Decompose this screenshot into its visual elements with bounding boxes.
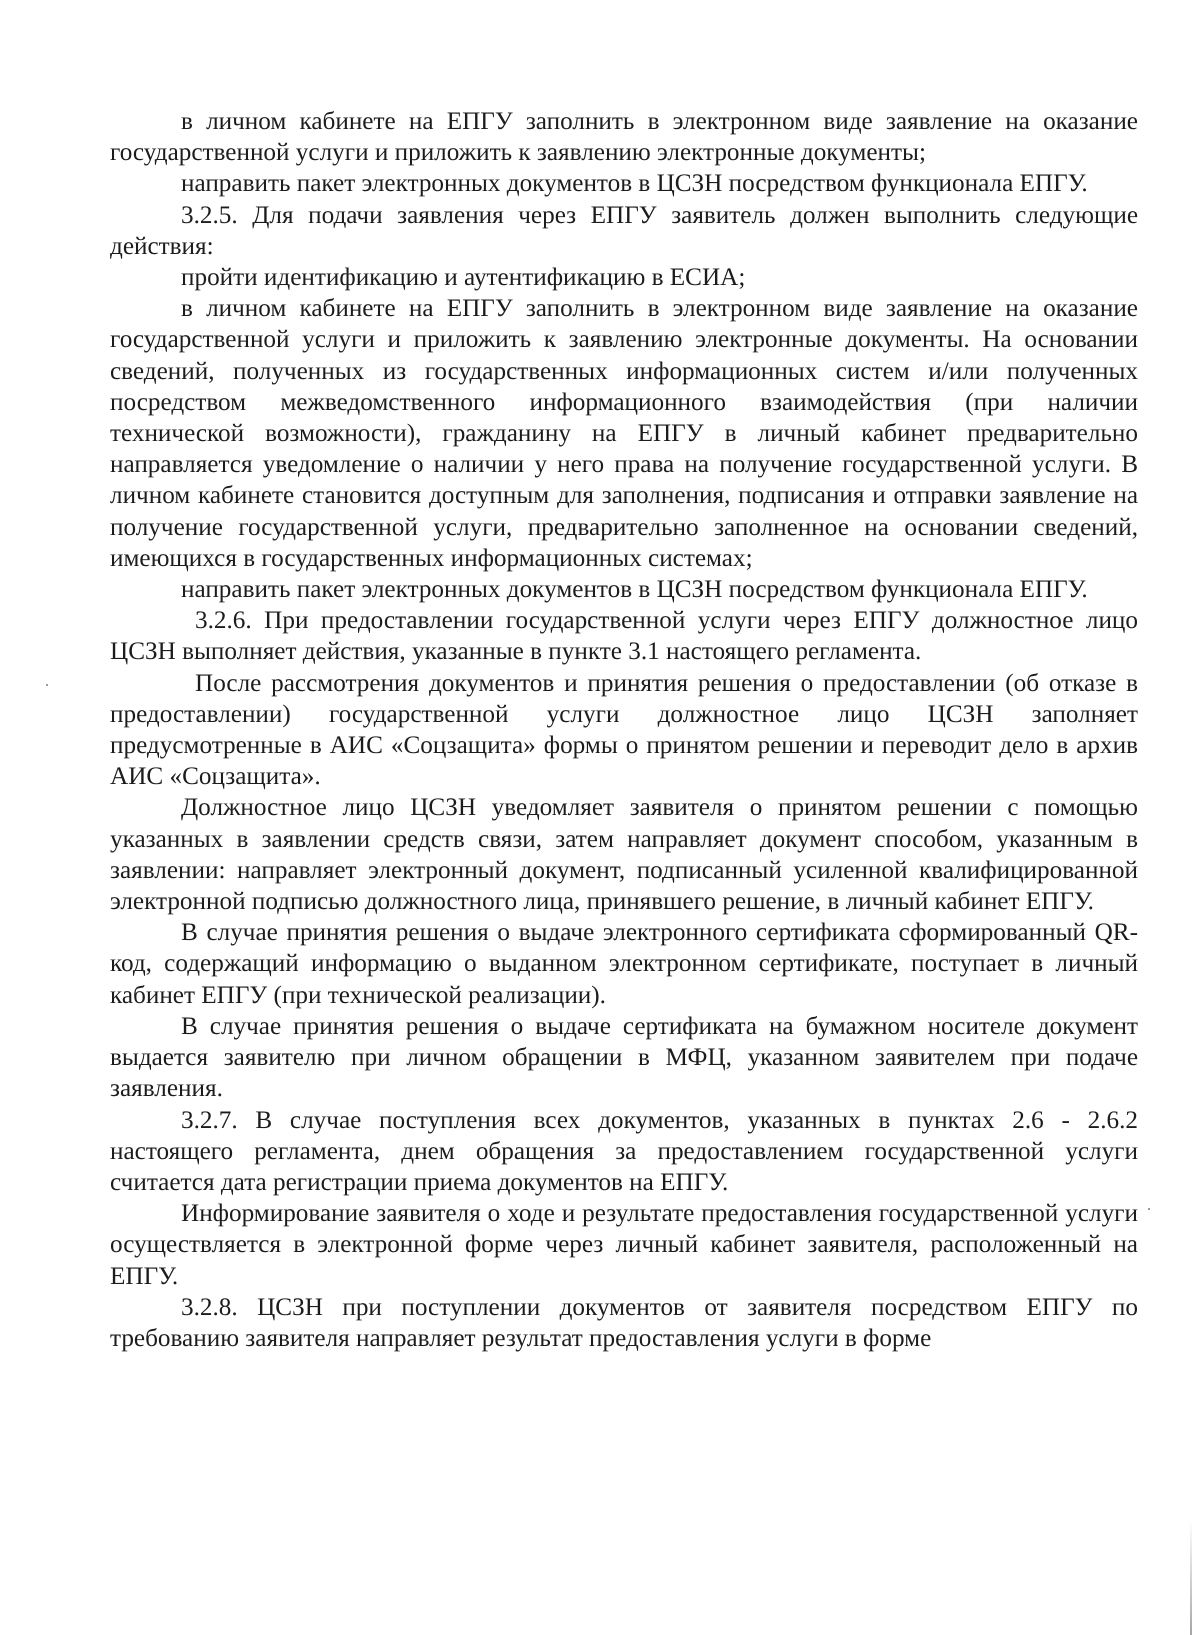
paragraph-8: После рассмотрения документов и принятия решения о предоставлении (об отказе в предоставлении) государственной услуги должностное лицо ЦСЗН заполняет предусмотренные в АИС «Соцзащита» формы о принятом решении и переводит дело в архив АИС «Соцзащита». <box>110 669 1138 791</box>
paragraph-4: пройти идентификацию и аутентификацию в ЕСИА; <box>181 264 746 292</box>
paragraph-5: в личном кабинете на ЕПГУ заполнить в электронном виде заявление на оказание государственной услуги и приложить к заявлению электронные документы. На основании сведений, полученных из государственных информационных систем и/или полученных посредством межведомственного информационного взаимодействия (при наличии технической возможности), гражданину на ЕПГУ в личный кабинет предварительно направляется уведомление о наличии у него права на получение государственной услуги. В личном кабинете становится доступным для заполнения, подписания и отправки заявление на получение государственной услуги, предварительно заполненное на основании сведений, имеющихся в государственных информационных системах; <box>110 295 1138 572</box>
paragraph-13: Информирование заявителя о ходе и результате предоставления государственной услуги осуществляется в электронной форме через личный кабинет заявителя, расположенный на ЕПГУ. <box>110 1200 1138 1290</box>
scan-speck <box>46 684 48 686</box>
scan-edge-mark <box>1190 1520 1192 1635</box>
paragraph-11: В случае принятия решения о выдаче сертификата на бумажном носителе документ выдается заявителю при личном обращении в МФЦ, указанном заявителем при подаче заявления. <box>110 1012 1138 1103</box>
paragraph-1: в личном кабинете на ЕПГУ заполнить в электронном виде заявление на оказание государственной услуги и приложить к заявлению электронные документы; <box>110 108 1138 167</box>
paragraph-3: 3.2.5. Для подачи заявления через ЕПГУ заявитель должен выполнить следующие действия: <box>110 201 1138 260</box>
paragraph-6: направить пакет электронных документов в ЦСЗН посредством функционала ЕПГУ. <box>181 576 1088 604</box>
paragraph-12: 3.2.7. В случае поступления всех документов, указанных в пунктах 2.6 - 2.6.2 настоящего регламента, днем обращения за предоставлением государственной услуги считается дата регистрации приема документов на ЕПГУ. <box>110 1106 1138 1196</box>
paragraph-10: В случае принятия решения о выдаче электронного сертификата сформированный QR-код, содержащий информацию о выданном электронном сертификате, поступает в личный кабинет ЕПГУ (при технической реализации). <box>110 919 1138 1009</box>
document-body <box>110 106 1138 1354</box>
paragraph-14: 3.2.8. ЦСЗН при поступлении документов от заявителя посредством ЕПГУ по требованию заявителя направляет результат предоставления услуги в форме <box>110 1293 1138 1352</box>
scan-speck <box>1148 1208 1150 1210</box>
paragraph-7: 3.2.6. При предоставлении государственной услуги через ЕПГУ должностное лицо ЦСЗН выполняет действия, указанные в пункте 3.1 настоящего регламента. <box>110 607 1138 666</box>
paragraph-2: направить пакет электронных документов в ЦСЗН посредством функционала ЕПГУ. <box>181 170 1088 198</box>
paragraph-9: Должностное лицо ЦСЗН уведомляет заявителя о принятом решении с помощью указанных в заявлении средств связи, затем направляет документ способом, указанным в заявлении: направляет электронный документ, подписанный усиленной квалифицированной электронной подписью должностного лица, принявшего решение, в личный кабинет ЕПГУ. <box>110 794 1138 916</box>
